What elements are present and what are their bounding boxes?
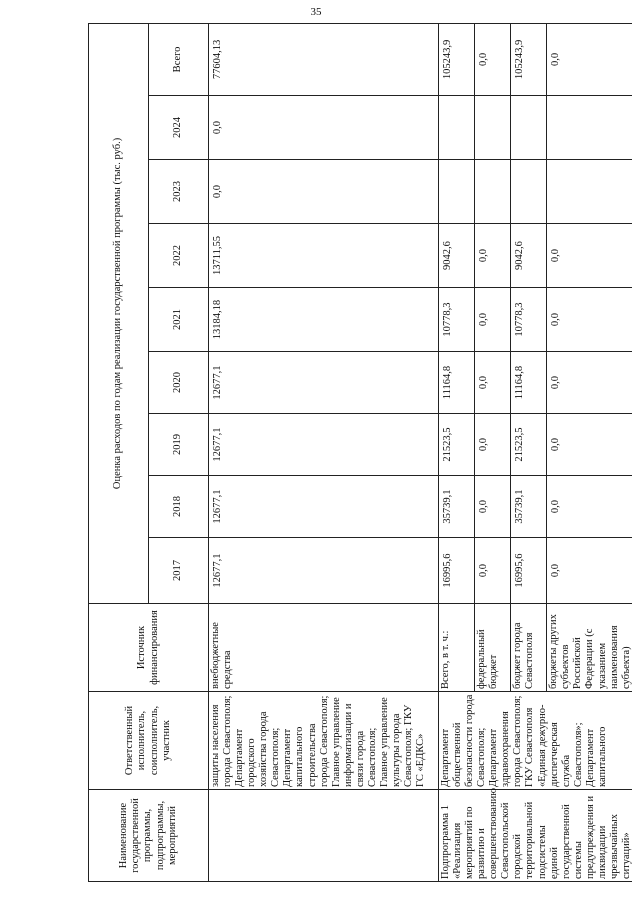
- cell-value: 0,0: [547, 288, 632, 352]
- cell-value: 16995,6: [511, 538, 547, 604]
- cell-value: [547, 96, 632, 160]
- header-year: 2019: [149, 414, 209, 476]
- header-year: 2018: [149, 476, 209, 538]
- cell-value: 0,0: [547, 224, 632, 288]
- cell-value: 0,0: [475, 288, 511, 352]
- header-year: 2020: [149, 352, 209, 414]
- cell-value: [511, 160, 547, 224]
- cell-value: [475, 96, 511, 160]
- header-total: Всего: [149, 23, 209, 95]
- cell-source: Всего, в т. ч.:: [439, 604, 475, 692]
- cell-source: внебюджетные средства: [209, 604, 439, 692]
- header-year: 2023: [149, 160, 209, 224]
- rotated-table-container: [88, 24, 632, 882]
- cell-total: 0,0: [475, 23, 511, 95]
- cell-value: 35739,1: [511, 476, 547, 538]
- header-executor: Ответственный исполнитель, соисполнитель, участник: [89, 692, 209, 790]
- cell-value: 35739,1: [439, 476, 475, 538]
- cell-value: 10778,3: [439, 288, 475, 352]
- header-group: Оценка расходов по годам реализации государственной программы (тыс. руб.): [89, 23, 149, 603]
- cell-value: 9042,6: [511, 224, 547, 288]
- cell-executor: Департамент общественной безопасности города Севастополя; Департамент здравоохранения города Севастополя; ГКУ Севастополя «Единая дежурно-диспетчерская служба Севастополя»; Департамент капитального: [439, 692, 632, 790]
- cell-value: 12677,1: [209, 414, 439, 476]
- header-year: 2021: [149, 288, 209, 352]
- cell-value: 0,0: [475, 538, 511, 604]
- header-year: 2022: [149, 224, 209, 288]
- cell-value: 21523,5: [511, 414, 547, 476]
- cell-value: 16995,6: [439, 538, 475, 604]
- cell-value: 12677,1: [209, 476, 439, 538]
- cell-value: 12677,1: [209, 538, 439, 604]
- table-row: [209, 23, 439, 881]
- cell-value: [439, 96, 475, 160]
- table-row: [439, 23, 475, 881]
- cell-value: 0,0: [547, 538, 632, 604]
- cell-source: федеральный бюджет: [475, 604, 511, 692]
- cell-value: [511, 96, 547, 160]
- cell-total: 0,0: [547, 23, 632, 95]
- cell-value: 10778,3: [511, 288, 547, 352]
- header-year: 2017: [149, 538, 209, 604]
- cell-value: 11164,8: [439, 352, 475, 414]
- cell-name: [209, 790, 439, 882]
- cell-value: 11164,8: [511, 352, 547, 414]
- cell-source: бюджет города Севастополя: [511, 604, 547, 692]
- cell-value: 13711,55: [209, 224, 439, 288]
- cell-value: 0,0: [475, 224, 511, 288]
- cell-value: 0,0: [547, 414, 632, 476]
- cell-executor: защиты населения города Севастополя; Департамент городского хозяйства города Севастополя; Департамент капитального строительства города Севастополя; Главное управление информатизации и связи города Севастополя; Главное управление культуры города Севастополя; ГКУ ГС «ЕДКС»: [209, 692, 439, 790]
- finance-table: [88, 23, 632, 882]
- cell-value: 0,0: [209, 160, 439, 224]
- cell-value: 9042,6: [439, 224, 475, 288]
- cell-value: 0,0: [209, 96, 439, 160]
- header-source: Источник финансирования: [89, 604, 209, 692]
- cell-value: 0,0: [547, 476, 632, 538]
- cell-value: 0,0: [547, 352, 632, 414]
- cell-total: 77604,13: [209, 23, 439, 95]
- cell-value: [475, 160, 511, 224]
- cell-value: 21523,5: [439, 414, 475, 476]
- cell-total: 105243,9: [439, 23, 475, 95]
- cell-value: 12677,1: [209, 352, 439, 414]
- header-year: 2024: [149, 96, 209, 160]
- cell-value: [439, 160, 475, 224]
- cell-value: 0,0: [475, 476, 511, 538]
- page-number: 35: [310, 6, 322, 18]
- cell-name: Подпрограмма 1 «Реализация мероприятий по развитию и совершенствованию Севастопольской городской территориальной подсистемы единой государственной системы предупреждения и ликвидации чрезвычайных ситуаций»: [439, 790, 632, 882]
- cell-value: 0,0: [475, 352, 511, 414]
- cell-value: 13184,18: [209, 288, 439, 352]
- header-name: Наименование государственной программы, подпрограммы, мероприятий: [89, 790, 209, 882]
- cell-source: бюджеты других субъектов Российской Федерации (с указанием наименования субъекта): [547, 604, 632, 692]
- cell-value: [547, 160, 632, 224]
- cell-total: 105243,9: [511, 23, 547, 95]
- cell-value: 0,0: [475, 414, 511, 476]
